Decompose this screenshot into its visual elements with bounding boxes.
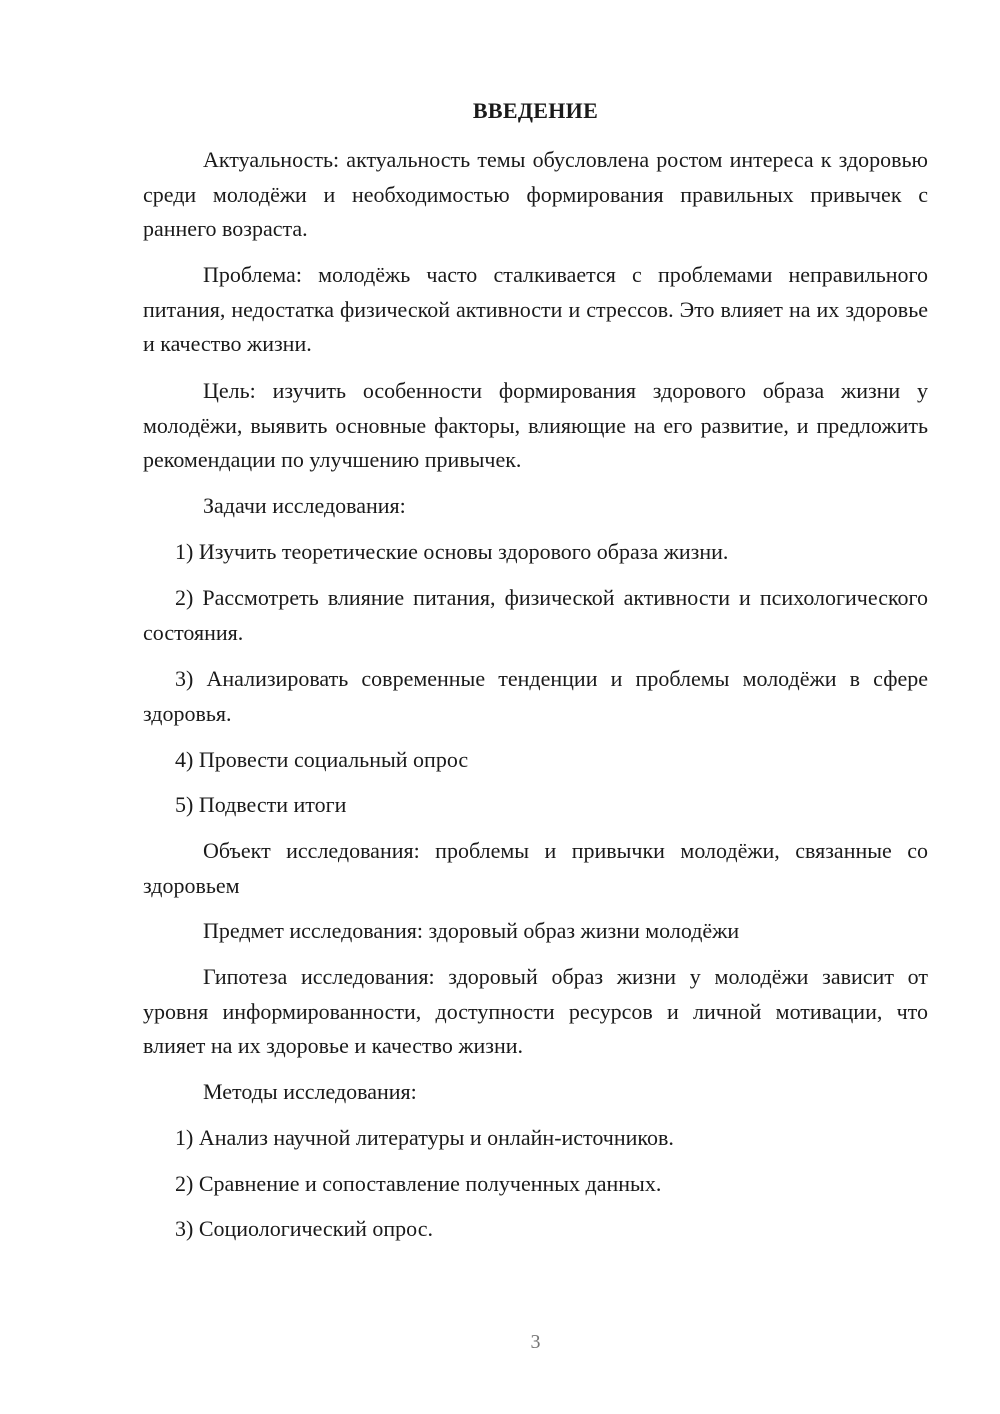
subject-paragraph: Предмет исследования: здоровый образ жизни молодёжи xyxy=(203,918,740,943)
page-number: 3 xyxy=(530,1331,541,1353)
task-item-1: 1) Изучить теоретические основы здорового образа жизни. xyxy=(175,539,729,564)
task-item-4: 4) Провести социальный опрос xyxy=(175,747,469,772)
method-item-1: 1) Анализ научной литературы и онлайн-источников. xyxy=(175,1125,674,1150)
document-page xyxy=(143,0,928,1414)
method-item-2: 2) Сравнение и сопоставление полученных данных. xyxy=(175,1171,662,1196)
hypothesis-paragraph: Гипотеза исследования: здоровый образ жизни у молодёжи зависит от уровня информированности, доступности ресурсов и личной мотивации, что влияет на их здоровье и качество жизни. xyxy=(143,964,928,1058)
task-item-2: 2) Рассмотреть влияние питания, физической активности и психологического состояния. xyxy=(143,585,928,645)
task-item-5: 5) Подвести итоги xyxy=(175,792,347,817)
relevance-paragraph: Актуальность: актуальность темы обусловлена ростом интереса к здоровью среди молодёжи и необходимостью формирования правильных привычек с раннего возраста. xyxy=(143,147,928,241)
tasks-heading: Задачи исследования: xyxy=(203,493,406,518)
method-item-3: 3) Социологический опрос. xyxy=(175,1216,433,1241)
methods-heading: Методы исследования: xyxy=(203,1079,417,1104)
section-title: ВВЕДЕНИЕ xyxy=(472,98,599,123)
object-paragraph: Объект исследования: проблемы и привычки молодёжи, связанные со здоровьем xyxy=(143,838,928,898)
goal-paragraph: Цель: изучить особенности формирования здорового образа жизни у молодёжи, выявить основные факторы, влияющие на его развитие, и предложить рекомендации по улучшению привычек. xyxy=(143,378,928,472)
problem-paragraph: Проблема: молодёжь часто сталкивается с проблемами неправильного питания, недостатка физической активности и стрессов. Это влияет на их здоровье и качество жизни. xyxy=(143,262,928,356)
task-item-3: 3) Анализировать современные тенденции и проблемы молодёжи в сфере здоровья. xyxy=(143,666,928,726)
